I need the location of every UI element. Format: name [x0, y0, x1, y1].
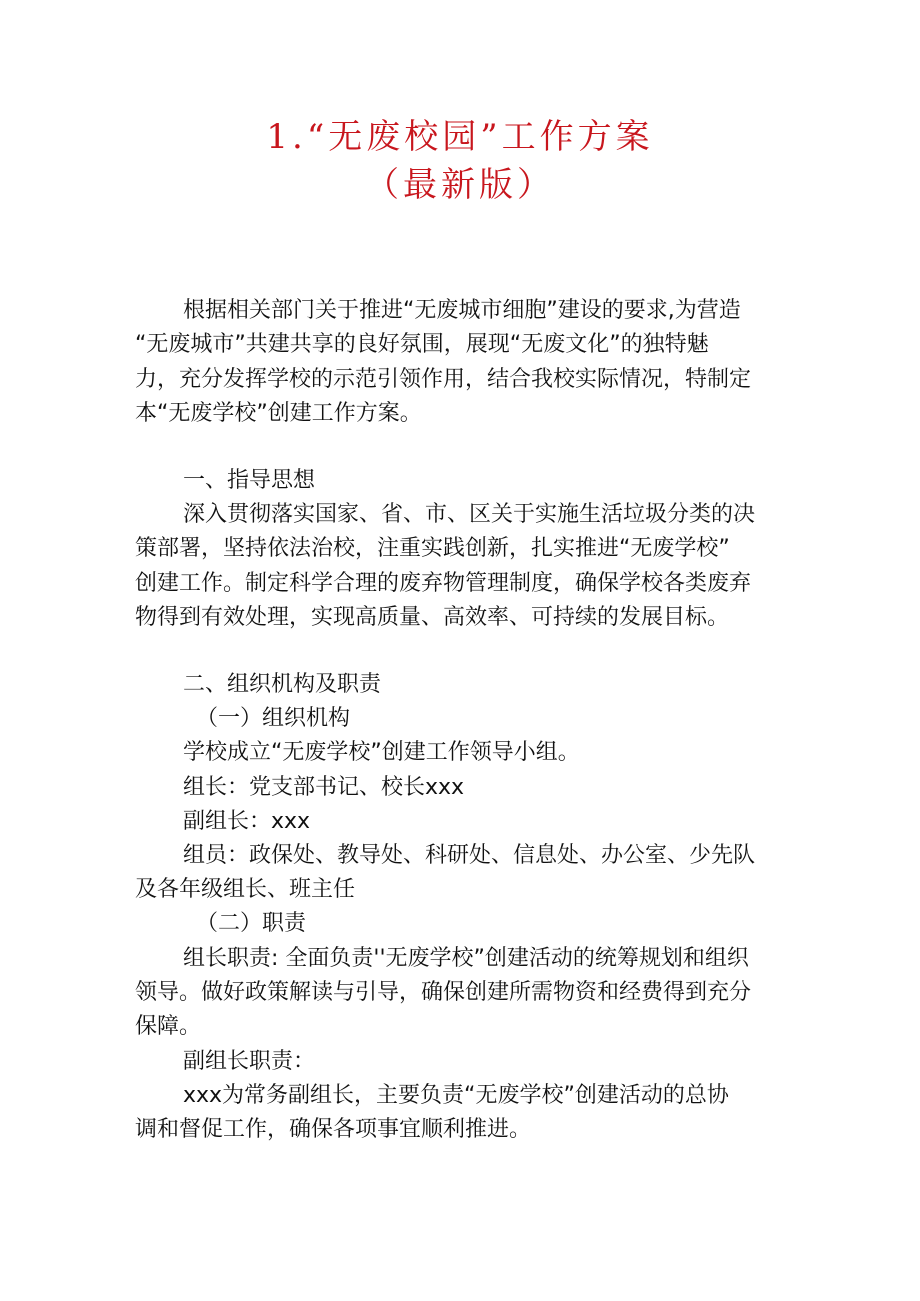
subsection-heading: （一）组织机构 — [196, 706, 351, 731]
document-title: 1.“无废校园”工作方案 — [266, 117, 654, 157]
paragraph-line: 创建工作。制定科学合理的废弃物管理制度，确保学校各类废弃 — [135, 571, 752, 596]
paragraph-line: 深入贯彻落实国家、省、市、区关于实施生活垃圾分类的决 — [183, 502, 756, 527]
paragraph-line: 领导。做好政策解读与引导，确保创建所需物资和经费得到充分 — [135, 980, 752, 1005]
document-subtitle: （最新版） — [365, 165, 555, 205]
paragraph-line: xxx为常务副组长，主要负责“无废学校”创建活动的总协 — [183, 1083, 729, 1108]
paragraph-line: 及各年级组长、班主任 — [135, 877, 356, 902]
paragraph-line: 副组长职责： — [183, 1049, 316, 1074]
paragraph-line: 力，充分发挥学校的示范引领作用，结合我校实际情况，特制定 — [135, 367, 752, 392]
section-heading: 一、指导思想 — [183, 468, 316, 493]
paragraph-line: “无废城市”共建共享的良好氛围，展现“无废文化”的独特魅 — [135, 332, 709, 357]
paragraph-line: 本“无废学校”创建工作方案。 — [135, 401, 422, 426]
paragraph-line: 物得到有效处理，实现高质量、高效率、可持续的发展目标。 — [135, 605, 730, 630]
paragraph-line: 副组长：xxx — [183, 809, 311, 834]
paragraph-line: 保障。 — [135, 1014, 202, 1039]
paragraph-line: 组长：党支部书记、校长xxx — [183, 775, 465, 800]
paragraph-line: 调和督促工作，确保各项事宜顺利推进。 — [135, 1117, 532, 1142]
paragraph-line: 组长职责: 全面负责''无废学校”创建活动的统筹规划和组织 — [183, 946, 749, 971]
paragraph-line: 组员：政保处、教导处、科研处、信息处、办公室、少先队 — [183, 843, 756, 868]
subsection-heading: （二）职责 — [196, 911, 307, 936]
section-heading: 二、组织机构及职责 — [183, 672, 382, 697]
paragraph-line: 策部署，坚持依法治校，注重实践创新，扎实推进“无废学校” — [135, 536, 730, 561]
paragraph-line: 学校成立“无废学校”创建工作领导小组。 — [183, 740, 580, 765]
paragraph-line: 根据相关部门关于推进“无废城市细胞”建设的要求,为营造 — [183, 298, 741, 323]
